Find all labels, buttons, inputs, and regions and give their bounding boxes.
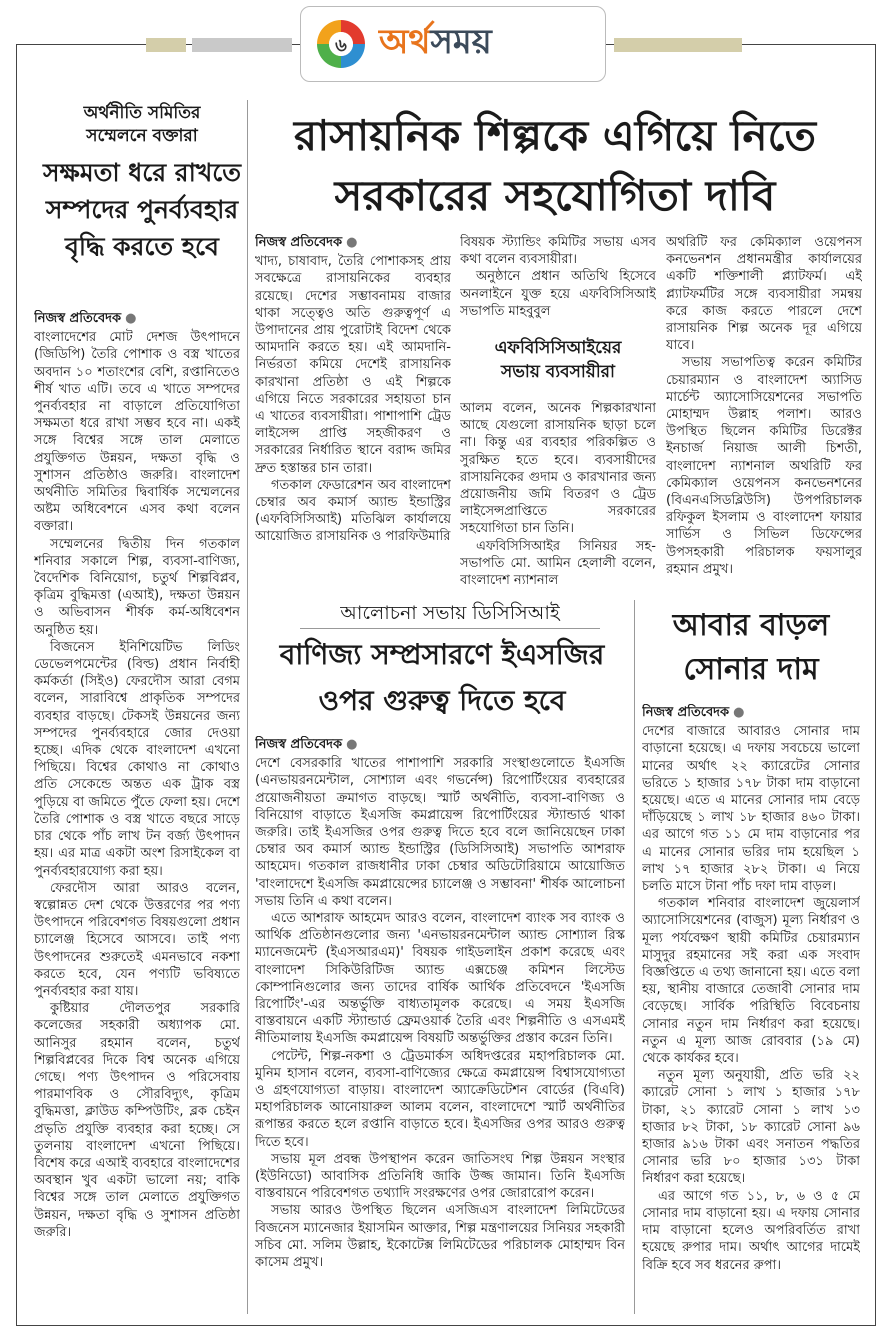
story1-headline: সক্ষমতা ধরে রাখতে সম্পদের পুনর্ব্যবহার বৃদ্ধি করতে হবে <box>42 158 242 261</box>
story3-headline-line2: ওপর গুরুত্ব দিতে হবে <box>318 684 566 717</box>
story4-body <box>642 704 860 1314</box>
story2-paragraph: অনুষ্ঠানে প্রধান অতিথি হিসেবে অনলাইনে যুক্ত হয়ে এফবিসিসিআই সভাপতি মাহবুবুল <box>460 269 656 319</box>
story4-byline: নিজস্ব প্রতিবেদক ● <box>642 705 745 720</box>
story3-paragraph: এতে আশরাফ আহমেদ আরও বলেন, বাংলাদেশ ব্যাংক সব ব্যাংক ও আর্থিক প্রতিষ্ঠানগুলোর জন্য 'এনভায়রনমেন্টাল অ্যান্ড সোশ্যাল রিস্ক ম্যানেজমেন্ট (ইএসআরএম)' বিষয়ক গাইডলাইন প্রকাশ করেছে এবং বাংলাদেশ সিকিউরিটিজ অ্যান্ড এক্সচেঞ্জ কমিশন লিস্টেড কোম্পানিগুলোর জন্য তাদের বার্ষিক আর্থিক প্রতিবেদনে 'ইএসজি রিপোর্টিং'-এর অন্তর্ভুক্তি বাধ্যতামূলক করেছে। এ সময় ইএসজি বাস্তবায়নে একটি স্ট্যান্ডার্ড ফ্রেমওয়ার্ক তৈরি এবং শিল্পনীতি ও এসএমই নীতিমালায় ইএসজি কমপ্লায়েন্স বিষয়টি অন্তর্ভুক্তির প্রস্তাব করেন তিনি। <box>255 911 625 1047</box>
story3-paragraph: সভায় আরও উপস্থিত ছিলেন এসজিএস বাংলাদেশ লিমিটেডের বিজনেস ম্যানেজার ইয়াসমিন আক্তার, শিল্প মন্ত্রণালয়ের সিনিয়র সহকারী সচিব মো. সলিম উল্লাহ, ইকোটেক্স লিমিটেডের পরিচালক মোহাম্মদ বিন কাসেম প্রমুখ। <box>255 1203 625 1271</box>
story2-paragraph: খাদ্য, চাষাবাদ, তৈরি পোশাকসহ প্রায় সবক্ষেত্রে রাসায়নিকের ব্যবহার রয়েছে। দেশের সম্ভাবনাময় বাজার থাকা সত্ত্বেও অতি গুরুত্বপূর্ণ এ উপাদানের প্রায় পুরোটাই বিদেশ থেকে আমদানি করতে হয়। এই আমদানি-নির্ভরতা কমিয়ে দেশেই রাসায়নিক কারখানা প্রতিষ্ঠা ও এই শিল্পকে এগিয়ে নিতে সরকারের সহায়তা চান এ খাতের ব্যবসায়ীরা। পাশাপাশি ট্রেড লাইসেন্স প্রাপ্তি সহজীকরণ ও সরকারের নির্ধারিত স্থানে বরাদ্দ জমির দ্রুত হস্তান্তর চান তারা। <box>255 254 451 476</box>
story1-paragraph: বাংলাদেশের মোট দেশজ উৎপাদনে (জিডিপি) তৈরি পোশাক ও বস্ত্র খাতের অবদান ১০ শতাংশের বেশি, রপ্তানিতেও শীর্ষ খাত এটি। তবে এ খাতে সম্পদের পুনর্ব্যবহার না বাড়ালে প্রতিযোগিতা সক্ষমতা ধরে রাখা সম্ভব হবে না। একই সঙ্গে বিশ্বের সঙ্গে তাল মেলাতে প্রযুক্তিগত উন্নয়ন, দক্ষতা বৃদ্ধি ও সুশাসন প্রতিষ্ঠাও জরুরি। বাংলাদেশ অর্থনীতি সমিতির দ্বিবার্ষিক সম্মেলনের অষ্টম অধিবেশনে এসব কথা বলেন বক্তারা। <box>34 330 240 535</box>
story4-paragraph: গতকাল শনিবার বাংলাদেশ জুয়েলার্স অ্যাসোসিয়েশনের (বাজুস) মূল্য নির্ধারণ ও মূল্য পর্যবেক্ষণ স্থায়ী কমিটির চেয়ারম্যান মাসুদুর রহমানের সই করা এক সংবাদ বিজ্ঞপ্তিতে এ তথ্য জানানো হয়। এতে বলা হয়, স্থানীয় বাজারে তেজাবী সোনার দাম বেড়েছে। সার্বিক পরিস্থিতি বিবেচনায় সোনার নতুন দাম নির্ধারণ করা হয়েছে। নতুন এ মূল্য আজ রোববার (১৯ মে) থেকে কার্যকর হবে। <box>642 896 860 1067</box>
story2-paragraph: আলম বলেন, অনেক শিল্পকারখানা আছে যেগুলো রাসায়নিক ছাড়া চলে না। কিন্তু এর ব্যবহার পরিকল্পিত ও সুরক্ষিত হতে হবে। ব্যবসায়ীদের রাসায়নিকের গুদাম ও কারখানার জন্য প্রয়োজনীয় জমি বিতরণ ও ট্রেড লাইসেন্সপ্রাপ্তিতে সরকারের সহযোগিতা চান তিনি। <box>460 401 656 537</box>
story2-col3 <box>666 234 862 592</box>
story4-paragraph: নতুন মূল্য অনুযায়ী, প্রতি ভরি ২২ ক্যারেট সোনা ১ লাখ ১ হাজার ১৭৮ টাকা, ২১ ক্যারেট সোনা ১ লাখ ১৩ হাজার ৮২ টাকা, ১৮ ক্যারেট সোনা ৯৬ হাজার ৯১৬ টাকা এবং সনাতন পদ্ধতির সোনার ভরি ৮০ হাজার ১৩১ টাকা নির্ধারণ করা হয়েছে। <box>642 1068 860 1187</box>
story4-paragraph: দেশের বাজারে আবারও সোনার দাম বাড়ানো হয়েছে। এ দফায় সবচেয়ে ভালো মানের অর্থাৎ ২২ ক্যারেটের সোনার ভরিতে ১ হাজার ১৭৮ টাকা দাম বাড়ানো হয়েছে। এতে এ মানের সোনার দাম বেড়ে দাঁড়িয়েছে ১ লাখ ১৮ হাজার ৪৬০ টাকা। এর আগে গত ১১ মে দাম বাড়ানোর পর এ মানের সোনার ভরির দাম হয়েছিল ১ লাখ ১৭ হাজার ২৮২ টাকা। এ নিয়ে চলতি মাসে টানা পাঁচ দফা দাম বাড়ল। <box>642 724 860 895</box>
publication-name-part1: অর্থ <box>379 21 431 62</box>
story1-paragraph: সম্মেলনের দ্বিতীয় দিন গতকাল শনিবার সকালে শিল্প, ব্যবসা-বাণিজ্য, বৈদেশিক বিনিয়োগ, চতুর্থ শিল্পবিপ্লব, কৃত্রিম বুদ্ধিমত্তা (এআই), দক্ষতা উন্নয়ন ও অভিবাসন শীর্ষক কর্ম-অধিবেশন অনুষ্ঠিত হয়। <box>34 536 240 638</box>
publication-name <box>379 16 492 73</box>
masthead-bar-left-gray <box>192 38 292 52</box>
story2-paragraph: গতকাল ফেডারেশন অব বাংলাদেশ চেম্বার অব কমার্স অ্যান্ড ইন্ডাস্ট্রির (এফবিসিসিআই) মতিঝিল কার্যালয়ে আয়োজিত রাসায়নিক ও পারফিউমারি <box>255 477 451 545</box>
story4-headline-line1: আবার বাড়ল <box>672 608 830 643</box>
story2-headline-line2: সরকারের সহযোগিতা দাবি <box>334 171 776 220</box>
masthead <box>300 6 606 82</box>
story2-paragraph: সভায় সভাপতিত্ব করেন কমিটির চেয়ারম্যান ও বাংলাদেশ অ্যাসিড মার্চেন্ট অ্যাসোসিয়েশনের সভাপতি মোহাম্মদ উল্লাহ পলাশ। আরও উপস্থিত ছিলেন কমিটির ডিরেক্টর ইনচার্জ নিয়াজ আলী চিশতী, বাংলাদেশ ন্যাশনাল অথরিটি ফর কেমিক্যাল ওয়েপনস কনভেনশনের (বিএনএসিডব্লিউসি) উপপরিচালক রফিকুল ইসলাম ও বাংলাদেশ ফায়ার সার্ভিস ও সিভিল ডিফেন্সের উপসহকারী পরিচালক ফয়সালুর রহমান প্রমুখ। <box>666 355 862 577</box>
story1-body <box>34 310 240 1310</box>
story2-col1 <box>255 234 451 592</box>
story2-paragraph: এফবিসিসিআইর সিনিয়র সহ-সভাপতি মো. আমিন হেলালী বলেন, বাংলাদেশ ন্যাশনাল <box>460 538 656 589</box>
story1-byline: নিজস্ব প্রতিবেদক ● <box>34 311 137 326</box>
column-divider <box>634 600 635 1314</box>
masthead-bar-left-olive <box>146 38 186 52</box>
story1-kicker: অর্থনীতি সমিতির সম্মেলনে বক্তারা <box>83 103 201 146</box>
story3-byline: নিজস্ব প্রতিবেদক ● <box>255 737 358 752</box>
story2-col2-top <box>460 234 656 322</box>
story3-body <box>255 736 625 1314</box>
column-divider <box>247 100 248 1314</box>
story3-paragraph: পেটেন্ট, শিল্প-নকশা ও ট্রেডমার্কস অধিদপ্তরের মহাপরিচালক মো. মুনিম হাসান বলেন, ব্যবসা-বাণিজ্যের ক্ষেত্রে কমপ্লায়েন্স বিশ্বাসযোগ্যতা ও গ্রহণযোগ্যতা বাড়ায়। বাংলাদেশ অ্যাক্রেডিটেশন বোর্ডের (বিএবি) মহাপরিচালক আনোয়ারুল আলম বলেন, বাংলাদেশে স্মার্ট অর্থনীতির রূপান্তর করতে হলে রপ্তানি বাড়াতে হবে। ইএসজির ওপর আরও গুরুত্ব দিতে হবে। <box>255 1048 625 1150</box>
logo-mark <box>313 16 369 72</box>
story3-paragraph: সভায় মূল প্রবন্ধ উপস্থাপন করেন জাতিসংঘ শিল্প উন্নয়ন সংস্থার (ইউনিডো) আবাসিক প্রতিনিধি জাকি উজ্জ জামান। তিনি ইএসজি বাস্তবায়নে পরিবেশগত তথ্যাদি সংরক্ষণের ওপর জোরারোপ করেন। <box>255 1151 625 1202</box>
svg-text:৬: ৬ <box>335 35 347 56</box>
story2-paragraph: অথরিটি ফর কেমিক্যাল ওয়েপনস কনভেনশন প্রধানমন্ত্রীর কার্যালয়ের একটি শক্তিশালী প্ল্যাটফর্ম। এই প্ল্যাটফর্মটির সঙ্গে ব্যবসায়ীরা সমন্বয় করে কাজ করতে পারলে দেশে রাসায়নিক শিল্প অনেক দূর এগিয়ে যাবে। <box>666 235 862 354</box>
story1-paragraph: ফেরদৌস আরা আরও বলেন, স্বল্পোন্নত দেশ থেকে উত্তরণের পর পণ্য উৎপাদনে পরিবেশগত বিষয়গুলো প্রধান চ্যালেঞ্জ হিসেবে আসবে। তাই পণ্য উৎপাদনের শুরুতেই এমনভাবে নকশা করতে হবে, যেন পণ্যটি ভবিষ্যতে পুনর্ব্যবহার করা যায়। <box>34 880 240 999</box>
story4-headline-line2: সোনার দাম <box>683 652 819 687</box>
story2-byline: নিজস্ব প্রতিবেদক ● <box>255 235 358 250</box>
story3-paragraph: দেশে বেসরকারি খাতের পাশাপাশি সরকারি সংস্থাগুলোতে ইএসজি (এনভায়রনমেন্টাল, সোশ্যাল এবং গভর্নেন্স) রিপোর্টিংয়ের ব্যবহারের প্রয়োজনীয়তা ক্রমাগত বাড়ছে। স্মার্ট অর্থনীতি, ব্যবসা-বাণিজ্য ও বিনিয়োগ বাড়াতে ইএসজি কমপ্লায়েন্স রিপোর্টিংয়ের স্ট্যান্ডার্ড থাকা জরুরি। তাই ইএসজির ওপর গুরুত্ব দিতে হবে বলে জানিয়েছেন ঢাকা চেম্বার অব কমার্স অ্যান্ড ইন্ডাস্ট্রির (ডিসিসিআই) সভাপতি আশরাফ আহমেদ। গতকাল রাজধানীর ঢাকা চেম্বার অডিটোরিয়ামে আয়োজিত 'বাংলাদেশে ইএসজি কমপ্লায়েন্সের চ্যালেঞ্জ ও সম্ভাবনা' শীর্ষক আলোচনা সভায় তিনি এ কথা বলেন। <box>255 756 625 909</box>
story4-paragraph: এর আগে গত ১১, ৮, ৬ ও ৫ মে সোনার দাম বাড়ানো হয়। এ দফায় সোনার দাম বাড়ানো হলেও অপরিবর্তিত রাখা হয়েছে রুপার দাম। অর্থাৎ আগের দামেই বিক্রি হবে সব ধরনের রুপা। <box>642 1188 860 1273</box>
story1-paragraph: বিজনেস ইনিশিয়েটিভ লিডিং ডেভেলপমেন্টের (বিল্ড) প্রধান নির্বাহী কর্মকর্তা (সিইও) ফেরদৌস আরা বেগম বলেন, সারাবিশ্বে প্রাকৃতিক সম্পদের ব্যবহার বাড়ছে। টেকসই উন্নয়নের জন্য সম্পদের পুনর্ব্যবহারে জোর দেওয়া হচ্ছে। এদিক থেকে বাংলাদেশ এখনো পিছিয়ে। বিশ্বের কোথাও না কোথাও প্রতি সেকেন্ডে অন্তত এক ট্রাক বস্ত্র পুড়িয়ে বা জমিতে পুঁতে ফেলা হয়। দেশে তৈরি পোশাক ও বস্ত্র খাতে বছরে সাড়ে চার থেকে পাঁচ লাখ টন বর্জ্য উৎপাদন হয়। এর মাত্র একটা অংশ রিসাইকেল বা পুনর্ব্যবহারযোগ্য করা হয়। <box>34 639 240 879</box>
masthead-bar-right-olive <box>614 38 742 52</box>
story2-col2-bottom <box>460 400 656 592</box>
story2-headline-line1: রাসায়নিক শিল্পকে এগিয়ে নিতে <box>294 111 816 160</box>
publication-name-part2: সময় <box>430 21 492 62</box>
story2-subhead: এফবিসিসিআইয়ের সভায় ব্যবসায়ীরা <box>494 338 622 382</box>
story3-headline-line1: বাণিজ্য সম্প্রসারণে ইএসজির <box>279 638 605 671</box>
kicker-underline <box>300 628 600 629</box>
story3-kicker: আলোচনা সভায় ডিসিসিআই <box>340 602 560 624</box>
story1-paragraph: কুষ্টিয়ার দৌলতপুর সরকারি কলেজের সহকারী অধ্যাপক মো. আনিসুর রহমান বলেন, চতুর্থ শিল্পবিপ্লবের দিকে বিশ্ব অনেক এগিয়ে গেছে। পণ্য উৎপাদন ও পরিসেবায় পারমাণবিক ও সৌরবিদ্যুৎ, কৃত্রিম বুদ্ধিমত্তা, ক্লাউড কম্পিউটিং, ব্লক চেইন প্রভৃতি প্রযুক্তি ব্যবহার করা হচ্ছে। সে তুলনায় বাংলাদেশ এখনো পিছিয়ে। বিশেষ করে এআই ব্যবহারে বাংলাদেশের অবস্থান খুব একটা ভালো নয়; বাকি বিশ্বের সঙ্গে তাল মেলাতে প্রযুক্তিগত উন্নয়ন, দক্ষতা বৃদ্ধি ও সুশাসন প্রতিষ্ঠা জরুরি। <box>34 1001 240 1240</box>
story2-paragraph: বিষয়ক স্ট্যান্ডিং কমিটির সভায় এসব কথা বলেন ব্যবসায়ীরা। <box>460 235 656 268</box>
